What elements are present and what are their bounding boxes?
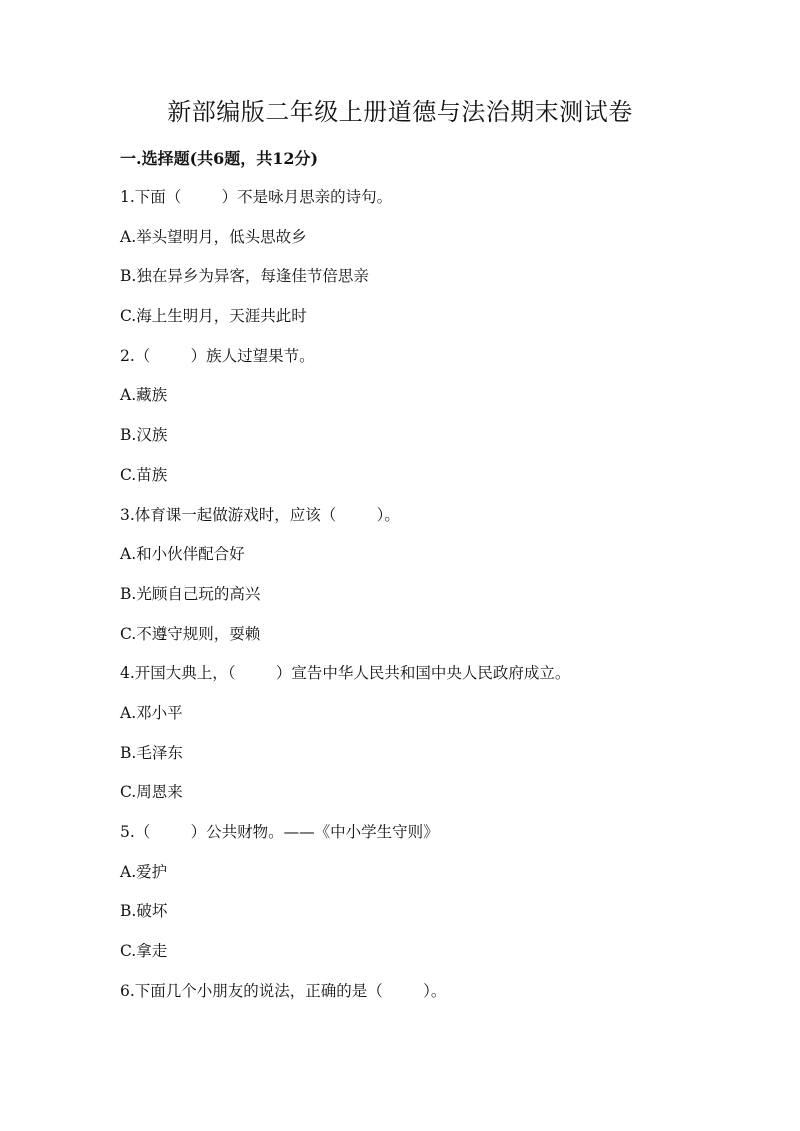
option: C.不遵守规则，耍赖 bbox=[120, 624, 261, 643]
question-prefix: 3.体育课一起做游戏时，应该（ bbox=[120, 505, 337, 524]
option: C.拿走 bbox=[120, 942, 168, 961]
question-prefix: 4.开国大典上，（ bbox=[120, 664, 236, 683]
question-suffix: ）宣告中华人民共和国中央人民政府成立。 bbox=[275, 664, 571, 683]
option: C.苗族 bbox=[120, 465, 168, 484]
option: A.爱护 bbox=[120, 862, 168, 881]
option: B.独在异乡为异客，每逢佳节倍思亲 bbox=[120, 267, 369, 286]
question-suffix: ）族人过望果节。 bbox=[190, 346, 315, 365]
question-3 bbox=[120, 501, 720, 541]
option: C.周恩来 bbox=[120, 783, 183, 802]
question-prefix: 2.（ bbox=[120, 346, 151, 365]
question-suffix: ）。 bbox=[376, 505, 400, 524]
option: A.举头望明月，低头思故乡 bbox=[120, 227, 307, 246]
question-suffix: ）公共财物。——《中小学生守则》 bbox=[190, 823, 439, 841]
option: B.毛泽东 bbox=[120, 743, 183, 762]
page-title: 新部编版二年级上册道德与法治期末测试卷 bbox=[167, 98, 633, 126]
question-1 bbox=[120, 183, 720, 223]
option: B.汉族 bbox=[120, 426, 168, 445]
question-suffix: ）。 bbox=[423, 981, 447, 1000]
option: A.和小伙伴配合好 bbox=[120, 545, 245, 564]
option: B.光顾自己玩的高兴 bbox=[120, 584, 261, 603]
section-heading: 一.选择题(共6题，共12分) bbox=[120, 149, 319, 168]
question-prefix: 1.下面（ bbox=[120, 188, 182, 206]
option: A.邓小平 bbox=[120, 703, 183, 722]
question-prefix: 5.（ bbox=[120, 823, 151, 841]
question-5 bbox=[120, 818, 720, 858]
option: B.破坏 bbox=[120, 902, 168, 921]
option: C.海上生明月，天涯共此时 bbox=[120, 307, 307, 326]
question-2 bbox=[120, 342, 720, 382]
question-prefix: 6.下面几个小朋友的说法，正确的是（ bbox=[120, 981, 383, 1000]
question-list bbox=[120, 183, 720, 1016]
question-4 bbox=[120, 659, 720, 699]
option: A.藏族 bbox=[120, 386, 168, 405]
question-suffix: ）不是咏月思亲的诗句。 bbox=[221, 188, 393, 206]
question-6 bbox=[120, 977, 720, 1017]
